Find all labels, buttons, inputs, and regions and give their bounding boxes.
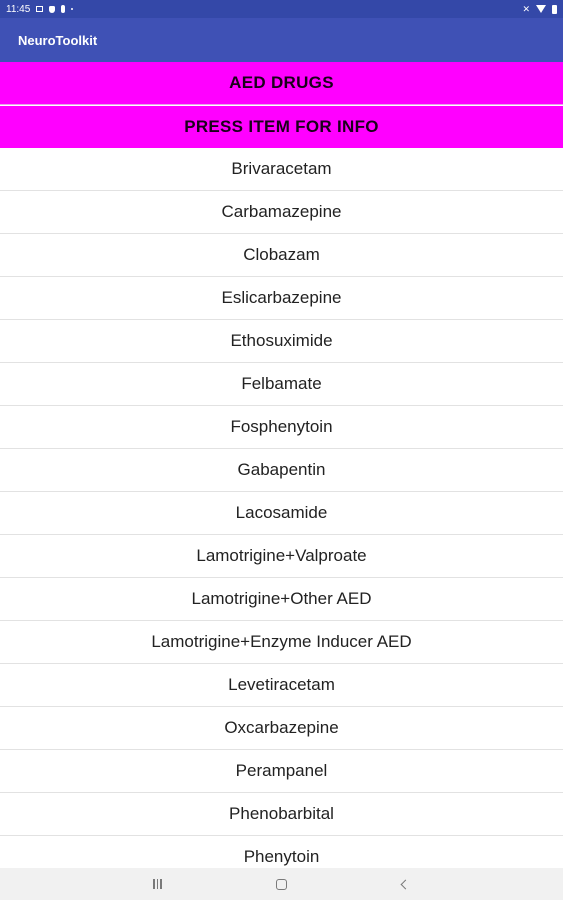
- status-bar: [0, 0, 563, 18]
- list-item[interactable]: Brivaracetam: [0, 148, 563, 191]
- navigation-bar: [0, 868, 563, 900]
- list-item[interactable]: Lamotrigine+Enzyme Inducer AED: [0, 621, 563, 664]
- app-bar: [0, 18, 563, 62]
- list-item[interactable]: Carbamazepine: [0, 191, 563, 234]
- shield-icon: [49, 6, 55, 13]
- list-item[interactable]: Lamotrigine+Other AED: [0, 578, 563, 621]
- list-item[interactable]: Phenobarbital: [0, 793, 563, 836]
- person-icon: [61, 5, 65, 13]
- battery-icon: [552, 5, 557, 14]
- list-item[interactable]: Fosphenytoin: [0, 406, 563, 449]
- status-time: 11:45: [6, 3, 31, 15]
- list-item[interactable]: Levetiracetam: [0, 664, 563, 707]
- drug-list[interactable]: [0, 148, 563, 868]
- list-item[interactable]: Lamotrigine+Valproate: [0, 535, 563, 578]
- recents-button[interactable]: [146, 874, 170, 894]
- home-button[interactable]: [270, 874, 294, 894]
- list-item[interactable]: Felbamate: [0, 363, 563, 406]
- list-item[interactable]: Perampanel: [0, 750, 563, 793]
- list-item[interactable]: Phenytoin: [0, 836, 563, 868]
- recents-icon: [153, 879, 162, 889]
- instruction-text: PRESS ITEM FOR INFO: [184, 117, 379, 136]
- status-left: [6, 4, 73, 15]
- status-right: [522, 5, 557, 14]
- list-item[interactable]: Lacosamide: [0, 492, 563, 535]
- section-title-text: AED DRUGS: [229, 73, 334, 92]
- dot-icon: [71, 8, 73, 10]
- list-item[interactable]: Gabapentin: [0, 449, 563, 492]
- list-item[interactable]: Oxcarbazepine: [0, 707, 563, 750]
- back-icon: [401, 879, 411, 889]
- app-title: NeuroToolkit: [18, 32, 98, 48]
- mute-icon: ✕: [522, 4, 530, 14]
- back-button[interactable]: [394, 874, 418, 894]
- list-item[interactable]: Eslicarbazepine: [0, 277, 563, 320]
- home-icon: [276, 879, 287, 890]
- list-item[interactable]: Ethosuximide: [0, 320, 563, 363]
- image-icon: [36, 6, 43, 12]
- instruction-banner: [0, 106, 563, 148]
- wifi-icon: [536, 5, 546, 13]
- list-item[interactable]: Clobazam: [0, 234, 563, 277]
- section-title: [0, 62, 563, 105]
